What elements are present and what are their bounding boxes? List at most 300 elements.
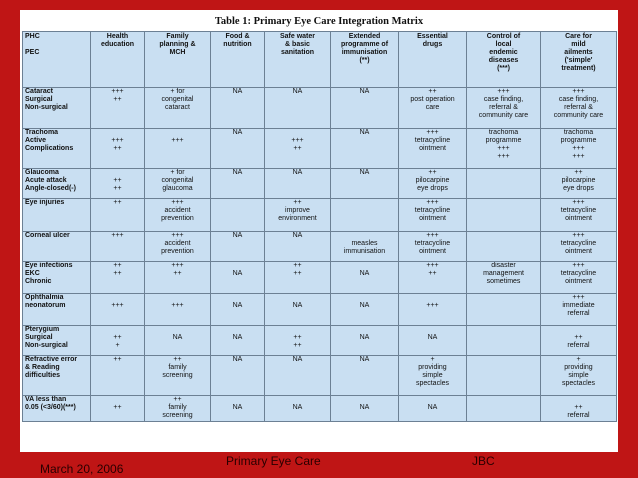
matrix-cell [91, 326, 145, 356]
cell-line: ++ [293, 262, 302, 269]
cell-line: NA [292, 404, 303, 411]
cell-line: ++ [113, 177, 122, 184]
cell-line: immunisation [343, 248, 386, 255]
matrix-cell [399, 262, 467, 294]
matrix-cell [467, 232, 541, 262]
cell-line: family [168, 404, 187, 411]
cell-line: NA [232, 169, 243, 176]
table-row [23, 88, 617, 129]
cell-line: NA [292, 232, 303, 239]
column-header [211, 32, 265, 88]
cell-line: 0.05 (<3/60)(***) [25, 404, 76, 411]
cell-line: +++ [291, 137, 304, 144]
cell-line: ++ [574, 404, 583, 411]
cell-line: MCH [169, 49, 186, 56]
cell-line: Extended [348, 33, 381, 40]
cell-line [333, 199, 396, 207]
cell-line: treatment) [561, 65, 596, 72]
cell-line: providing [418, 364, 447, 371]
cell-line: diseases [488, 57, 519, 64]
matrix-cell [265, 396, 331, 422]
table-row [23, 294, 617, 326]
matrix-cell [145, 129, 211, 169]
cell-line: referral [567, 412, 590, 419]
table-row [23, 326, 617, 356]
cell-line: measles [351, 240, 378, 247]
matrix-cell [331, 88, 399, 129]
cell-line: NA [359, 169, 370, 176]
matrix-cell [399, 169, 467, 199]
cell-line: ointment [419, 145, 446, 152]
matrix-cell [211, 294, 265, 326]
cell-line [401, 326, 464, 334]
cell-line: Corneal ulcer [25, 232, 70, 239]
cell-line: +++ [111, 137, 124, 144]
matrix-cell [145, 396, 211, 422]
condition-cell [23, 396, 91, 422]
cell-line: nutrition [223, 41, 252, 48]
document-page [20, 10, 618, 452]
cell-line: NA [359, 404, 370, 411]
condition-cell [23, 326, 91, 356]
cell-line: NA [292, 302, 303, 309]
cell-line: ointment [565, 278, 592, 285]
matrix-cell [467, 396, 541, 422]
matrix-cell [331, 262, 399, 294]
cell-line: programme of [340, 41, 389, 48]
cell-line: mild [571, 41, 586, 48]
matrix-cell [331, 199, 399, 232]
cell-line [469, 199, 538, 207]
matrix-cell [145, 262, 211, 294]
cell-line: Safe water [279, 33, 316, 40]
cell-line: NA [232, 334, 243, 341]
cell-line: Care for [565, 33, 592, 40]
matrix-cell [467, 169, 541, 199]
cell-line: + [576, 356, 581, 363]
cell-line: Trachoma [25, 129, 59, 136]
cell-line [147, 326, 208, 334]
cell-line: Control of [486, 33, 521, 40]
matrix-cell [541, 88, 617, 129]
cell-line: NA [232, 270, 243, 277]
matrix-cell [265, 356, 331, 396]
cell-line: ointment [565, 248, 592, 255]
cell-line: management [483, 270, 524, 277]
matrix-cell [91, 396, 145, 422]
column-header [91, 32, 145, 88]
cell-line: + [430, 356, 435, 363]
cell-line [543, 396, 614, 404]
cell-line: trachoma [563, 129, 594, 136]
matrix-cell [265, 294, 331, 326]
cell-line [267, 129, 328, 137]
cell-line: improve [285, 207, 310, 214]
cell-line: Surgical [25, 96, 53, 103]
cell-line: NA [292, 88, 303, 95]
cell-line [213, 199, 262, 207]
cell-line: + [115, 342, 120, 349]
cell-line: +++ [111, 88, 124, 95]
cell-line: tetracycline [414, 137, 451, 144]
cell-line [267, 294, 328, 302]
cell-line: post operation [410, 96, 455, 103]
cell-line: NA [427, 334, 438, 341]
cell-line: Ophthalmia [25, 294, 64, 301]
cell-line [147, 129, 208, 137]
cell-line: referral [567, 310, 590, 317]
cell-line: ++ [113, 145, 122, 152]
cell-line: neonatorum [25, 302, 66, 309]
cell-line: ++ [428, 88, 437, 95]
cell-line: Acute attack [25, 177, 67, 184]
cell-line [147, 294, 208, 302]
cell-line: +++ [497, 145, 510, 152]
cell-line: spectacles [415, 380, 450, 387]
footer-center: Primary Eye Care [226, 454, 321, 468]
cell-line: local [495, 41, 512, 48]
cell-line: ++ [293, 270, 302, 277]
matrix-cell [541, 396, 617, 422]
cell-line: programme [485, 137, 522, 144]
cell-line: Food & [225, 33, 250, 40]
cell-line: VA less than [25, 396, 67, 403]
cell-line: community care [553, 112, 604, 119]
cell-line: +++ [572, 262, 585, 269]
cell-line: immediate [562, 302, 595, 309]
matrix-cell [91, 232, 145, 262]
matrix-cell [211, 169, 265, 199]
cell-line: +++ [111, 302, 124, 309]
cell-line [333, 232, 396, 240]
cell-line: referral & [564, 104, 593, 111]
matrix-body [23, 88, 617, 422]
matrix-cell [211, 356, 265, 396]
cell-line: Cataract [25, 88, 54, 95]
cell-line: EKC [25, 270, 40, 277]
matrix-cell [399, 88, 467, 129]
cell-line: eye drops [563, 185, 594, 192]
cell-line: disaster [491, 262, 516, 269]
matrix-cell [399, 232, 467, 262]
cell-line: NA [232, 232, 243, 239]
matrix-cell [399, 294, 467, 326]
cell-line: +++ [111, 232, 124, 239]
cell-line: ++ [113, 262, 122, 269]
cell-line: ++ [293, 199, 302, 206]
column-header [399, 32, 467, 88]
footer-date: March 20, 2006 [40, 462, 124, 476]
cell-line: +++ [572, 88, 585, 95]
cell-line: tetracycline [560, 207, 597, 214]
cell-line: + for [170, 88, 185, 95]
column-header [145, 32, 211, 88]
cell-line: +++ [426, 262, 439, 269]
cell-line [267, 326, 328, 334]
matrix-cell [331, 169, 399, 199]
cell-line: accident [164, 240, 191, 247]
cell-line: eye drops [417, 185, 448, 192]
cell-line [93, 169, 142, 177]
cell-line: referral & [489, 104, 518, 111]
cell-line: drugs [422, 41, 443, 48]
cell-line [401, 294, 464, 302]
cell-line: ++ [574, 169, 583, 176]
matrix-cell [211, 129, 265, 169]
cell-line: NA [232, 302, 243, 309]
cell-line: +++ [572, 232, 585, 239]
matrix-cell [265, 326, 331, 356]
integration-matrix-table [22, 31, 617, 422]
matrix-cell [145, 294, 211, 326]
cell-line: Angle-closed(-) [25, 185, 76, 192]
cell-line: +++ [572, 294, 585, 301]
cell-line: Health [106, 33, 129, 40]
cell-line: NA [359, 356, 370, 363]
cell-line: Glaucoma [25, 169, 59, 176]
cell-line: accident [164, 207, 191, 214]
cell-line: +++ [171, 262, 184, 269]
cell-line: ++ [293, 342, 302, 349]
matrix-cell [467, 326, 541, 356]
cell-line: referral [567, 342, 590, 349]
cell-line: ++ [173, 356, 182, 363]
cell-line: ++ [428, 270, 437, 277]
cell-line [93, 326, 142, 334]
matrix-cell [541, 232, 617, 262]
cell-line [469, 396, 538, 404]
cell-line: NA [172, 334, 183, 341]
cell-line: ('simple' [564, 57, 593, 64]
column-header [541, 32, 617, 88]
matrix-cell [91, 356, 145, 396]
matrix-cell [541, 356, 617, 396]
cell-line [213, 294, 262, 302]
cell-line: ++ [113, 356, 122, 363]
column-header [265, 32, 331, 88]
table-row [23, 199, 617, 232]
cell-line: Non-surgical [25, 342, 68, 349]
condition-cell [23, 129, 91, 169]
cell-line: Pterygium [25, 326, 60, 333]
cell-line: programme [560, 137, 597, 144]
cell-line: ++ [113, 185, 122, 192]
cell-line: + for [170, 169, 185, 176]
cell-line: tetracycline [414, 240, 451, 247]
cell-line: education [100, 41, 135, 48]
header-row [23, 32, 617, 88]
matrix-cell [467, 199, 541, 232]
cell-line [333, 294, 396, 302]
matrix-cell [265, 88, 331, 129]
table-row [23, 169, 617, 199]
cell-line [333, 326, 396, 334]
cell-line: ++ [113, 334, 122, 341]
matrix-cell [211, 199, 265, 232]
cell-line: environment [278, 215, 317, 222]
condition-cell [23, 199, 91, 232]
cell-line: +++ [426, 302, 439, 309]
matrix-cell [211, 232, 265, 262]
cell-line: ointment [419, 215, 446, 222]
matrix-cell [399, 326, 467, 356]
cell-line: +++ [497, 88, 510, 95]
cell-line: NA [232, 88, 243, 95]
cell-line: immunisation [341, 49, 388, 56]
cell-line [25, 41, 88, 49]
matrix-cell [467, 88, 541, 129]
cell-line: providing [564, 364, 593, 371]
cell-line: ++ [113, 96, 122, 103]
cell-line: NA [232, 129, 243, 136]
cell-line: Eye injuries [25, 199, 65, 206]
cell-line: +++ [171, 232, 184, 239]
matrix-cell [399, 199, 467, 232]
cell-line: congenital [161, 96, 194, 103]
cell-line: +++ [497, 153, 510, 160]
cell-line [469, 326, 538, 334]
matrix-cell [265, 262, 331, 294]
matrix-cell [211, 396, 265, 422]
matrix-cell [467, 262, 541, 294]
cell-line: NA [292, 169, 303, 176]
matrix-cell [331, 356, 399, 396]
cell-line: ++ [293, 145, 302, 152]
cell-line: +++ [426, 129, 439, 136]
cell-line: ointment [419, 248, 446, 255]
cell-line: +++ [171, 302, 184, 309]
cell-line: (***) [497, 65, 510, 72]
cell-line: ++ [173, 270, 182, 277]
cell-line [333, 396, 396, 404]
table-title: Table 1: Primary Eye Care Integration Matrix [214, 16, 424, 27]
matrix-cell [91, 129, 145, 169]
matrix-cell [145, 356, 211, 396]
matrix-cell [145, 232, 211, 262]
cell-line: +++ [572, 153, 585, 160]
cell-line: +++ [572, 199, 585, 206]
cell-line: trachoma [488, 129, 519, 136]
matrix-cell [541, 129, 617, 169]
table-row [23, 356, 617, 396]
table-row [23, 262, 617, 294]
condition-cell [23, 262, 91, 294]
matrix-cell [331, 294, 399, 326]
cell-line: Essential [417, 33, 448, 40]
matrix-cell [211, 88, 265, 129]
matrix-cell [541, 294, 617, 326]
cell-line: sanitation [280, 49, 315, 56]
cell-line: ointment [565, 215, 592, 222]
cell-line: Non-surgical [25, 104, 68, 111]
cell-line: tetracycline [414, 207, 451, 214]
cell-line: NA [232, 356, 243, 363]
matrix-cell [331, 232, 399, 262]
cell-line: ++ [293, 334, 302, 341]
cell-line [469, 356, 538, 364]
cell-line: ailments [564, 49, 593, 56]
cell-line: NA [427, 404, 438, 411]
matrix-cell [467, 129, 541, 169]
cell-line: +++ [171, 137, 184, 144]
cell-line [213, 396, 262, 404]
cell-line: pilocarpine [415, 177, 450, 184]
matrix-cell [541, 199, 617, 232]
cell-line: PEC [25, 49, 40, 56]
matrix-cell [265, 232, 331, 262]
matrix-cell [145, 326, 211, 356]
cell-line: simple [568, 372, 589, 379]
cell-line: +++ [171, 199, 184, 206]
cell-line: tetracycline [560, 240, 597, 247]
cell-line: Complications [25, 145, 74, 152]
column-header [331, 32, 399, 88]
cell-line: ++ [113, 199, 122, 206]
condition-cell [23, 169, 91, 199]
cell-line: NA [359, 88, 370, 95]
cell-line: community care [478, 112, 529, 119]
cell-line: congenital [161, 177, 194, 184]
matrix-cell [541, 169, 617, 199]
cell-line: Active [25, 137, 47, 144]
matrix-cell [265, 199, 331, 232]
cell-line: NA [232, 404, 243, 411]
cell-line: Family [166, 33, 189, 40]
cell-line [93, 129, 142, 137]
column-header [23, 32, 91, 88]
cell-line [93, 294, 142, 302]
cell-line: glaucoma [162, 185, 193, 192]
cell-line: Eye infections [25, 262, 73, 269]
matrix-cell [91, 88, 145, 129]
cell-line: screening [162, 412, 193, 419]
cell-line [93, 396, 142, 404]
matrix-cell [399, 396, 467, 422]
cell-line: Refractive error [25, 356, 78, 363]
condition-cell [23, 294, 91, 326]
matrix-cell [331, 326, 399, 356]
cell-line: +++ [572, 145, 585, 152]
cell-line: tetracycline [560, 270, 597, 277]
cell-line: NA [359, 302, 370, 309]
cell-line: case finding, [558, 96, 599, 103]
cell-line: NA [359, 270, 370, 277]
matrix-cell [331, 396, 399, 422]
cell-line: case finding, [483, 96, 524, 103]
cell-line: Surgical [25, 334, 53, 341]
matrix-cell [91, 169, 145, 199]
cell-line: simple [422, 372, 443, 379]
cell-line: NA [359, 334, 370, 341]
cell-line [333, 262, 396, 270]
matrix-cell [265, 169, 331, 199]
matrix-cell [145, 169, 211, 199]
cell-line: pilocarpine [561, 177, 596, 184]
table-row [23, 129, 617, 169]
cell-line: planning & [159, 41, 196, 48]
cell-line: care [425, 104, 440, 111]
cell-line: cataract [165, 104, 190, 111]
cell-line: spectacles [561, 380, 596, 387]
matrix-cell [91, 262, 145, 294]
cell-line: ++ [574, 334, 583, 341]
cell-line: PHC [25, 33, 40, 40]
cell-line: family [168, 364, 187, 371]
cell-line [543, 326, 614, 334]
matrix-cell [331, 129, 399, 169]
matrix-cell [467, 356, 541, 396]
cell-line: screening [162, 372, 193, 379]
